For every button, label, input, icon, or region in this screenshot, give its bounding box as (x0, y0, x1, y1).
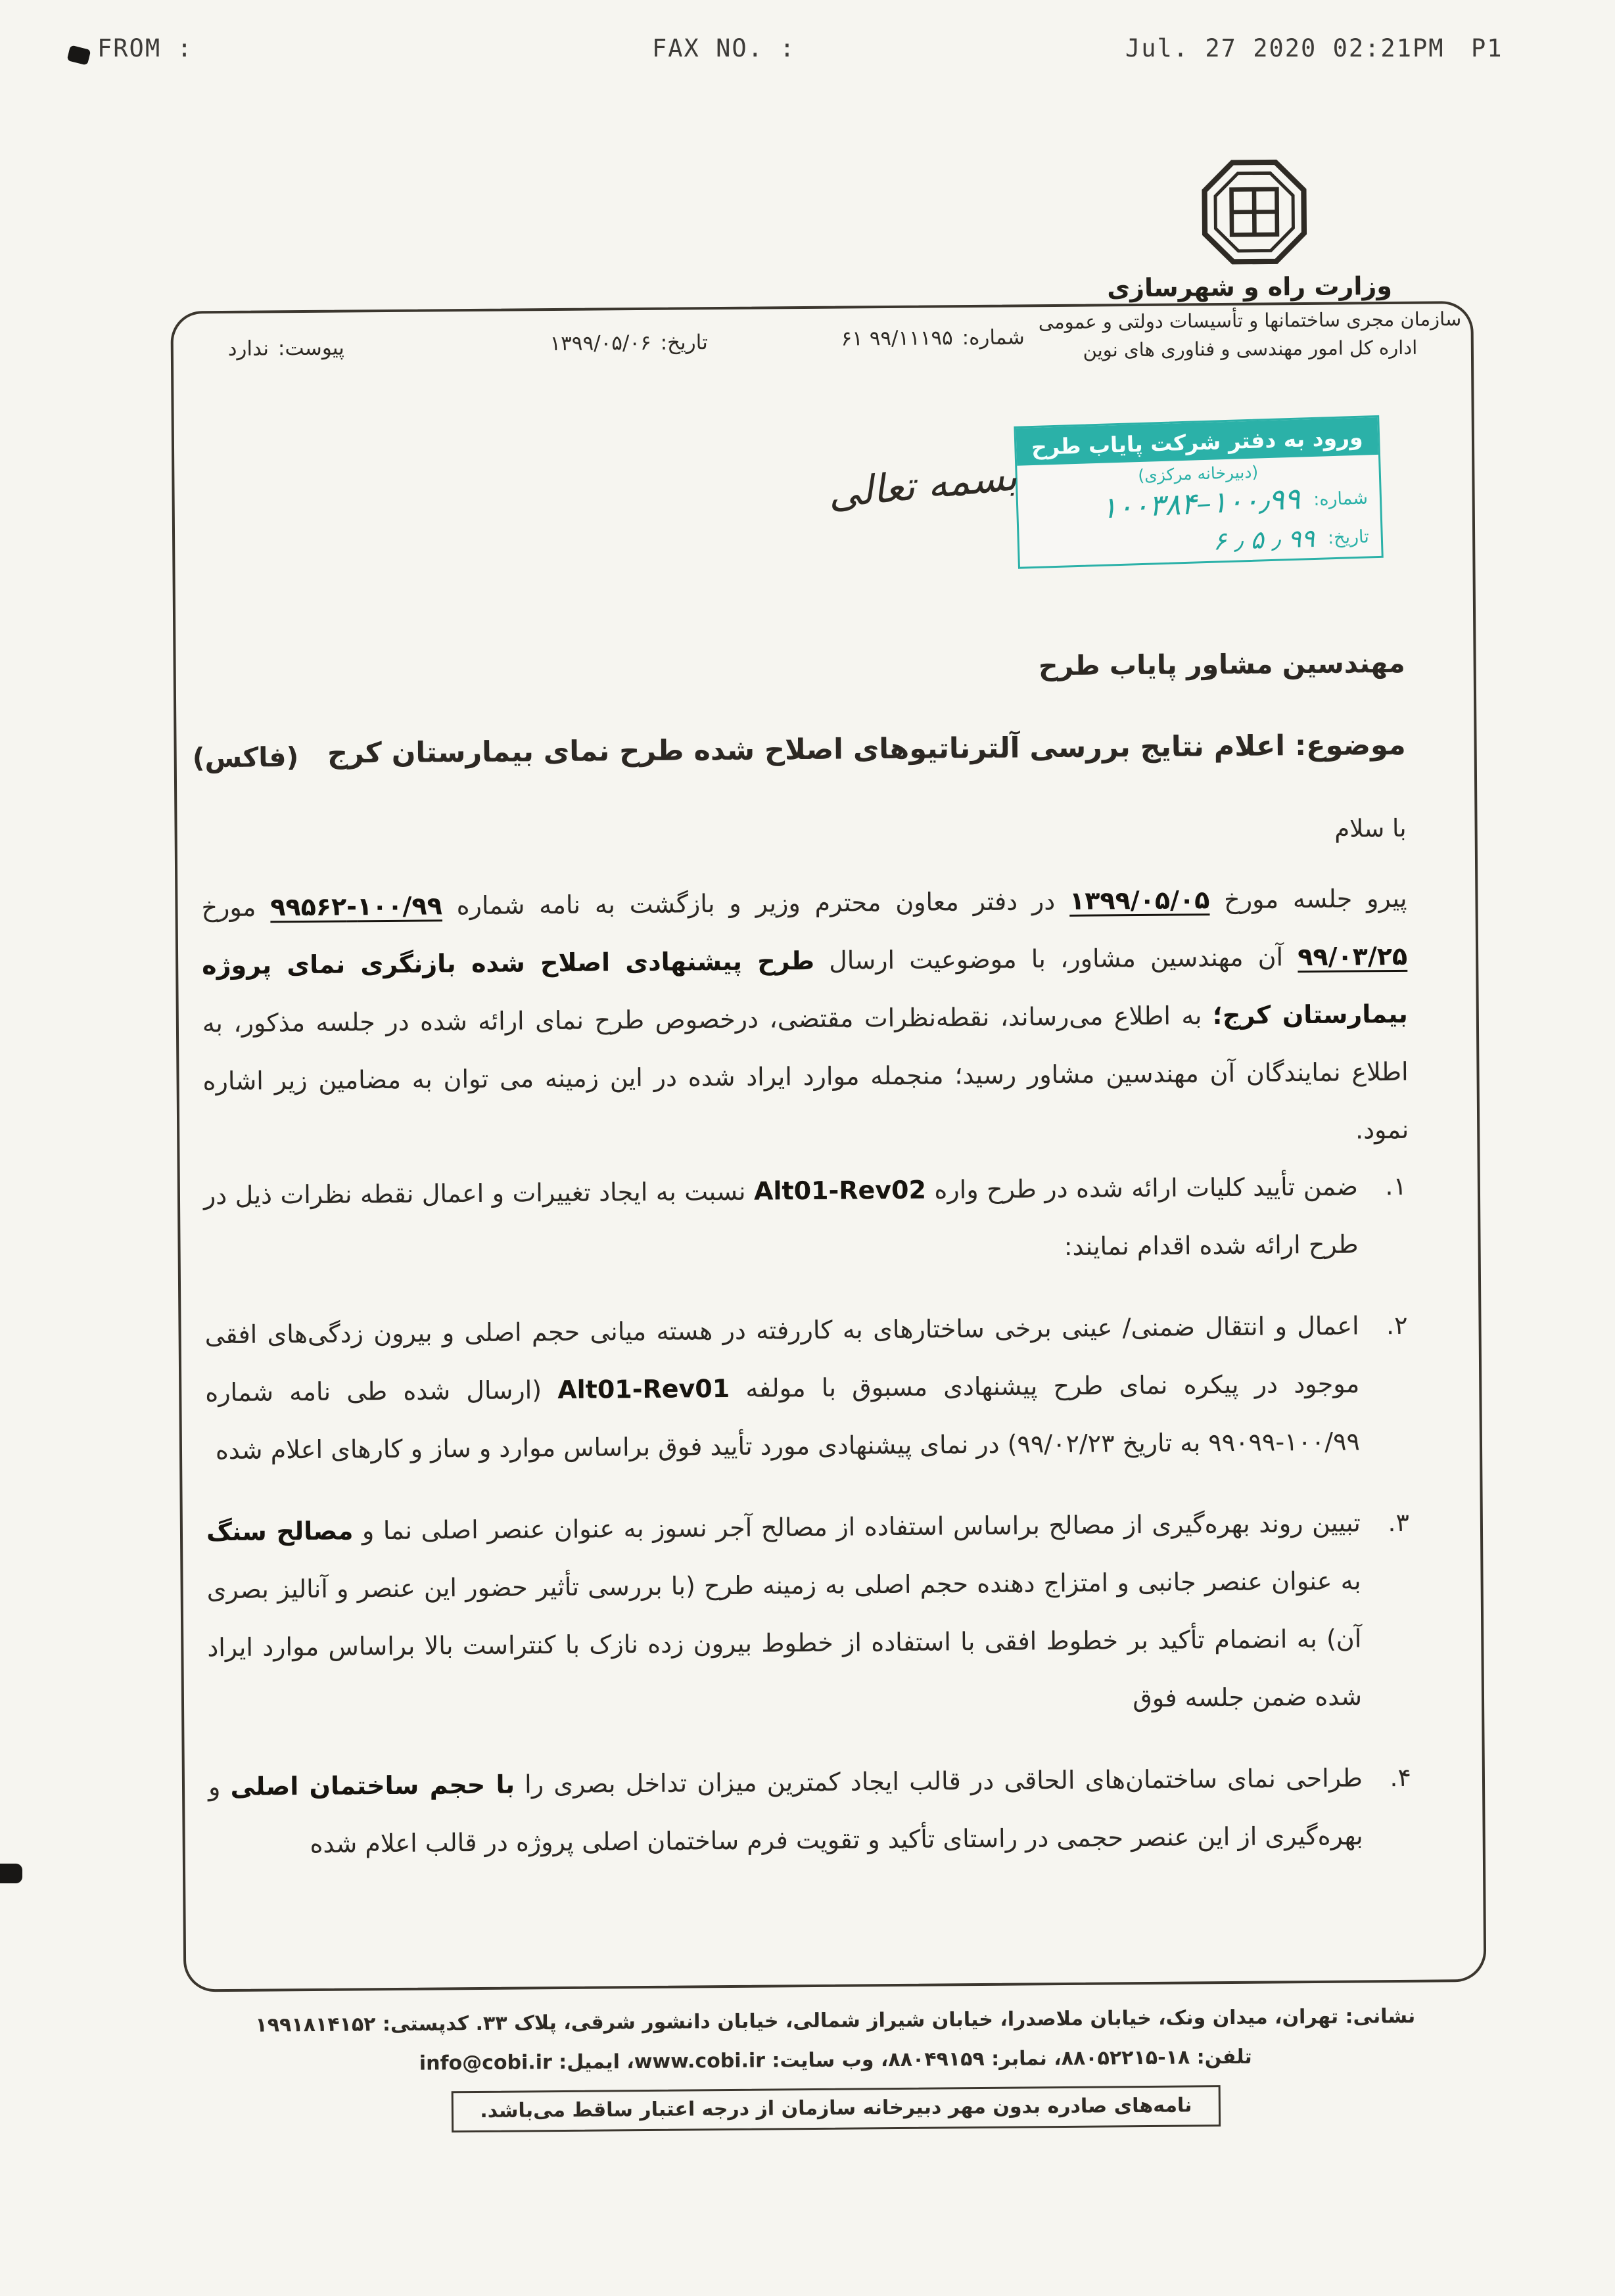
entry-stamp-date-handwritten: ۹۹ ٫ ۵ ٫ ۶ (1212, 523, 1315, 556)
entry-stamp-number-label: شماره: (1313, 488, 1369, 510)
list-item-3-text: تبیین روند بهره‌گیری از مصالح براساس استفاده از مصالح آجر نسوز به عنوان عنصر اصلی نما و مصالح سنگ به عنوان عنصر جانبی و امتزاج دهنده حجم اصلی به زمینه طرح (با بررسی تأثیر حضور این عنصر و آنالیز بصری آن) به انضمام تأکید بر خطوط افقی با استفاده از خطوط بیرون زده نازک با کنتراست بالا براساس موارد ایراد شده ضمن جلسه فوق (206, 1508, 1363, 1713)
list-item-1-text: ضمن تأیید کلیات ارائه شده در طرح واره Alt01-Rev02 نسبت به ایجاد تغییرات و اعمال نقطه نظرات ذیل در طرح ارائه شده اقدام نمایند: (203, 1172, 1359, 1261)
besmele-calligraphy: بسمه تعالی (826, 453, 1019, 518)
letter-date-value: ۱۳۹۹/۰۵/۰۶ (550, 331, 651, 356)
entry-stamp-subtitle: (دبیرخانه مرکزی) (1137, 462, 1259, 486)
list-item-3-number: ۳. (1388, 1507, 1410, 1538)
salutation: با سلام (1334, 814, 1407, 843)
footer-address: نشانی: تهران، میدان ونک، خیابان ملاصدرا، خیابان شیراز شمالی، خیابان دانشور شرقی، پلاک ۳۳. کدپستی: ۱۹۹۱۸۱۴۱۵۲ (255, 2004, 1416, 2037)
list-item-2-text: اعمال و انتقال ضمنی/ عینی برخی ساختارهای به کاررفته در هسته میانی حجم اصلی و بیرون زدگی‌های افقی موجود در پیکره نمای طرح پیشنهادی مسبوق با مولفه Alt01-Rev01 (ارسال شده طی نامه شماره ۱۰۰/۹۹-۹۹۰۹۹ به تاریخ ۹۹/۰۲/۲۳) در نمای پیشنهادی مورد تأیید فوق براساس موارد و ساز و کارهای اعلام شده (204, 1311, 1361, 1465)
entry-stamp-number-handwritten: ۱۰۰٫۹۹–۱۰۰۳۸۴ (1100, 480, 1301, 526)
letter-number-value: ۹۹/۱۱۱۹۵ ۶۱ (841, 326, 953, 351)
recipient-name: مهندسین مشاور پایاب طرح (1038, 647, 1405, 682)
fax-tag: (فاکس) (192, 741, 299, 774)
list-item-2-number: ۲. (1386, 1310, 1408, 1341)
fax-from-label: FROM : (97, 34, 193, 62)
entry-stamp-title: ورود به دفتر شرکت پایاب طرح (1031, 424, 1364, 461)
list-item-4-text: طراحی نمای ساختمان‌های الحاقی در قالب ایجاد کمترین میزان تداخل بصری را با حجم ساختمان اصلی و بهره‌گیری از این عنصر حجمی در راستای تأکید و تقویت فرم ساختمان اصلی پروژه در قالب اعلام شده (208, 1763, 1363, 1858)
ministry-name: وزارت راه و شهرسازی (1107, 271, 1393, 303)
list-item-1-number: ۱. (1385, 1171, 1407, 1201)
letter-number-label: شماره: (962, 325, 1025, 350)
list-item-1 (204, 1157, 1410, 1282)
list-item-4-number: ۴. (1390, 1762, 1412, 1793)
emblem-geometric-icon (1200, 154, 1309, 270)
department-name: اداره کل امور مهندسی و فناوری های نوین (1083, 336, 1418, 361)
attachment-value: ندارد (227, 336, 269, 361)
body-intro-paragraph: پیرو جلسه مورخ ۱۳۹۹/۰۵/۰۵ در دفتر معاون محترم وزیر و بازگشت به نامه شماره ۱۰۰/۹۹-۹۹۵۶۲ مورخ ۹۹/۰۳/۲۵ آن مهندسین مشاور، با موضوعیت ارسال طرح پیشنهادی اصلاح شده بازنگری نمای پروژه بیمارستان کرج؛ به اطلاع می‌رساند، نقطه‌نظرات مقتضی، درخصوص طرح نمای ارائه شده در جلسه مذکور، به اطلاع نمایندگان آن مهندسین مشاور رسید؛ منجمله موارد ایراد شده در این زمینه می توان به مضامین زیر اشاره نمود. (201, 883, 1409, 1145)
letter-date-field (550, 331, 708, 356)
ministry-logo-icon (1200, 154, 1309, 270)
footer-contact: تلفن: ۱۸-۸۸۰۵۲۲۱۵، نمابر: ۸۸۰۴۹۱۵۹، وب سایت: www.cobi.ir، ایمیل: info@cobi.ir (419, 2045, 1252, 2075)
attachment-field (228, 336, 344, 361)
fax-number-label: FAX NO. : (652, 34, 796, 62)
subject-line: موضوع: اعلام نتایج بررسی آلترناتیوهای اصلاح شده طرح نمای بیمارستان کرج (327, 728, 1406, 770)
attachment-label: پیوست: (277, 336, 344, 361)
numbered-list (204, 1157, 1415, 1873)
list-item-2 (204, 1297, 1411, 1479)
entry-stamp (1014, 415, 1383, 569)
list-item-3 (206, 1494, 1414, 1734)
list-item-4 (208, 1749, 1415, 1873)
fax-page-number: P1 (1471, 34, 1503, 62)
letter-number-field (841, 325, 1024, 350)
fax-datetime: Jul. 27 2020 02:21PM (1125, 34, 1445, 62)
entry-stamp-date-label: تاریخ: (1327, 526, 1370, 548)
footer-validity-note: نامه‌های صادره بدون مهر دبیرخانه سازمان از درجه اعتبار ساقط می‌باشد. (452, 2085, 1221, 2132)
footer-note-wrap (185, 2083, 1487, 2135)
letter-date-label: تاریخ: (660, 331, 708, 355)
organization-name: سازمان مجری ساختمانها و تأسیسات دولتی و عمومی (1038, 308, 1462, 334)
